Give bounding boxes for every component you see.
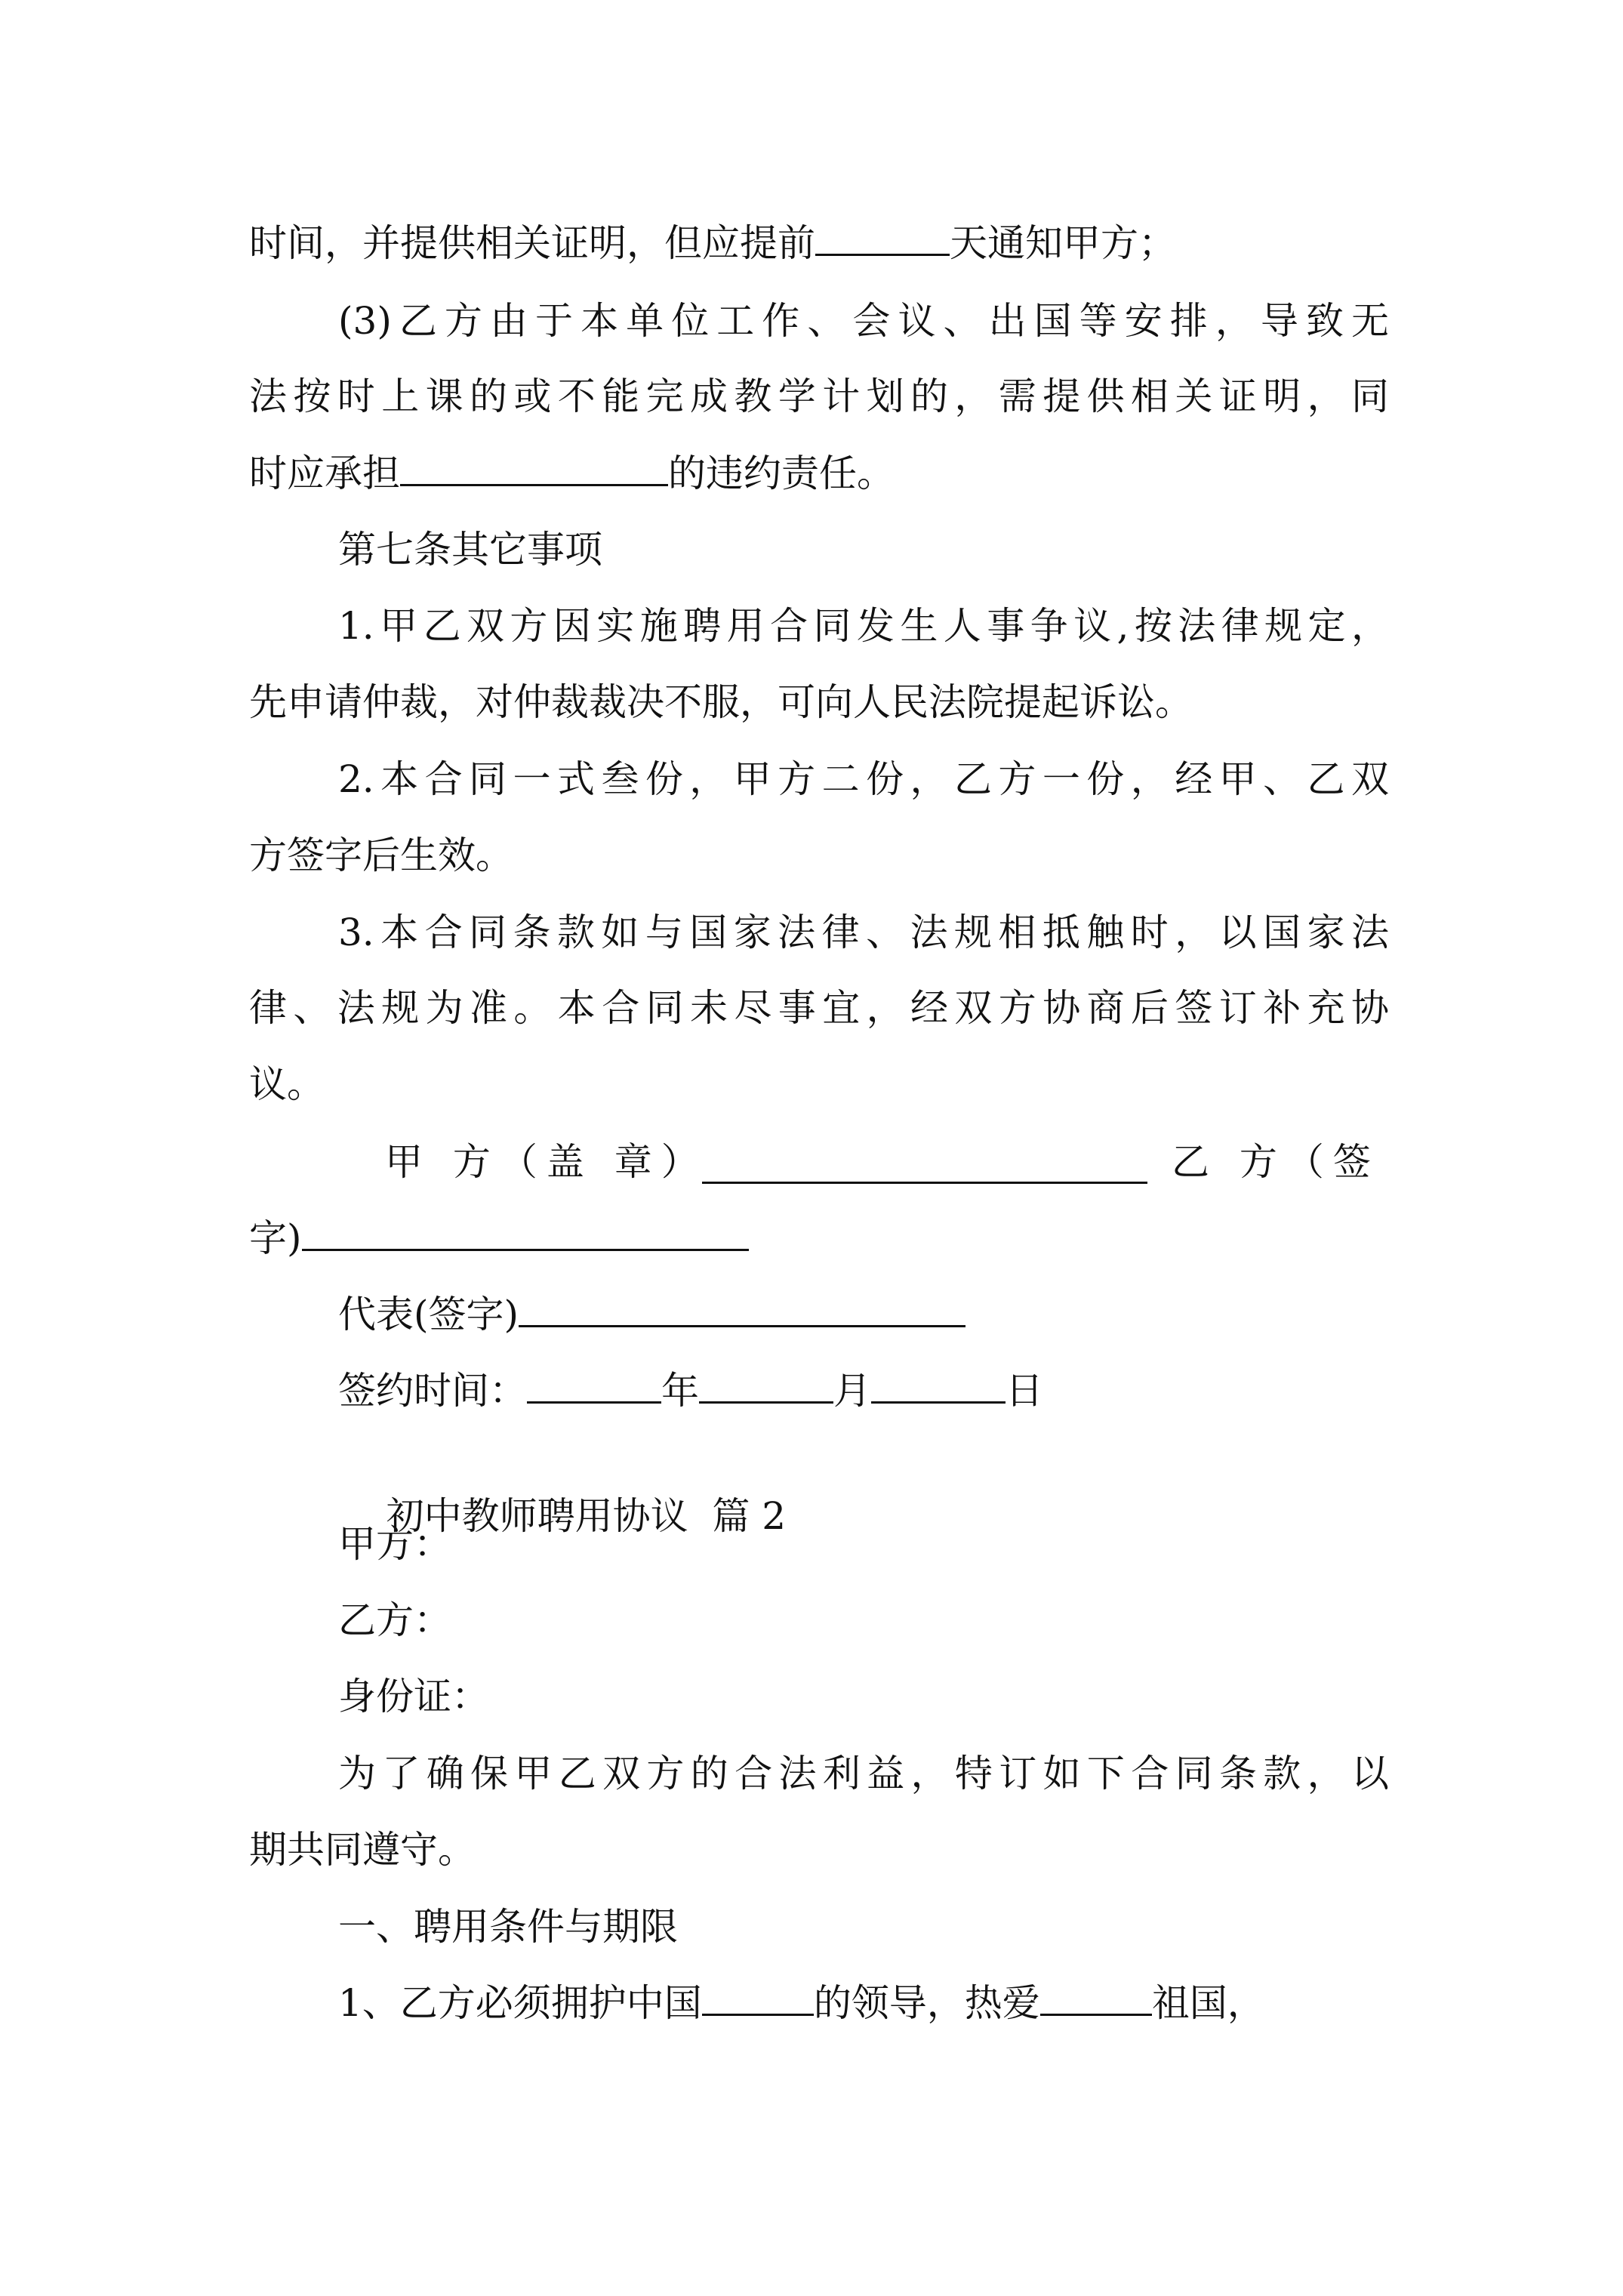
text-segment: 议。 [249,1062,325,1106]
text-segment: 期共同遵守。 [249,1828,476,1872]
text-line [338,1672,1389,1721]
representative-signature-blank [519,1290,965,1327]
text-line [338,1596,1389,1644]
representative-label: 代表(签字) [338,1293,519,1336]
text-segment: 2.本合同一式叁份，甲方二份，乙方一份，经甲、乙双 [338,757,1389,801]
text-segment: 身份证： [338,1675,489,1718]
signature-line [249,1138,1389,1186]
text-segment: 乙方： [338,1598,451,1642]
section-heading [338,525,1389,574]
party-a-seal-label: 甲 方（盖 章） [385,1140,708,1184]
fill-in-blank [702,1979,814,2016]
signature-line [249,1214,1389,1262]
party-a-signature-blank [702,1147,1147,1184]
document-title [338,1444,1389,1538]
day-label: 日 [1006,1369,1043,1413]
text-segment: 天通知甲方； [950,221,1176,265]
text-segment: 的领导，热爱 [813,1981,1040,2025]
text-segment: 时应承担 [249,451,400,495]
party-b-signature-label: 乙 方（签 [1172,1140,1380,1184]
text-line [249,449,1389,498]
text-segment: 字) [249,1216,302,1260]
text-line [249,1826,1389,1874]
year-blank [527,1367,661,1404]
fill-in-blank [1040,1979,1152,2016]
year-label: 年 [661,1369,699,1413]
text-segment: 律、法规为准。本合同未尽事宜，经双方协商后签订补充协 [249,986,1389,1030]
month-blank [699,1367,833,1404]
text-line [338,602,1389,650]
party-b-signature-blank [302,1214,749,1251]
text-segment: 法按时上课的或不能完成教学计划的，需提供相关证明，同 [249,374,1389,418]
text-segment: 的违约责任。 [668,451,895,495]
text-segment: 1、乙方必须拥护中国 [338,1981,702,2025]
text-segment: 初中教师聘用协议 篇 2 [386,1494,787,1538]
text-segment: 方签字后生效。 [249,834,513,877]
text-segment: 一、聘用条件与期限 [338,1905,678,1949]
text-line [338,1749,1389,1798]
text-line [338,755,1389,803]
sign-date-label: 签约时间： [338,1369,527,1413]
text-line [249,219,1389,267]
text-segment: (3)乙方由于本单位工作、会议、出国等安排，导致无 [338,299,1389,343]
text-line [249,372,1389,421]
text-line [338,297,1389,345]
text-segment: 3.本合同条款如与国家法律、法规相抵触时，以国家法 [338,911,1389,954]
fill-in-blank [815,219,950,256]
section-heading [338,1903,1389,1951]
text-segment: 先申请仲裁，对仲裁裁决不服，可向人民法院提起诉讼。 [249,680,1193,724]
text-segment: 甲方： [338,1522,451,1566]
text-line [338,1979,1389,2027]
text-line [249,831,1389,880]
sign-date-line [338,1367,1389,1415]
text-segment: 祖国， [1151,1981,1265,2025]
text-line [249,984,1389,1032]
text-line [338,908,1389,957]
fill-in-blank [400,449,668,486]
text-line [249,678,1389,726]
day-blank [871,1367,1006,1404]
month-label: 月 [833,1369,871,1413]
text-segment: 为了确保甲乙双方的合法利益，特订如下合同条款，以 [338,1752,1389,1795]
text-line [338,1520,1389,1568]
text-line [249,1060,1389,1108]
text-segment: 1.甲乙双方因实施聘用合同发生人事争议,按法律规定， [338,604,1389,648]
signature-line [338,1290,1389,1339]
text-segment: 时间，并提供相关证明，但应提前 [249,221,815,265]
text-segment: 第七条其它事项 [338,528,602,572]
